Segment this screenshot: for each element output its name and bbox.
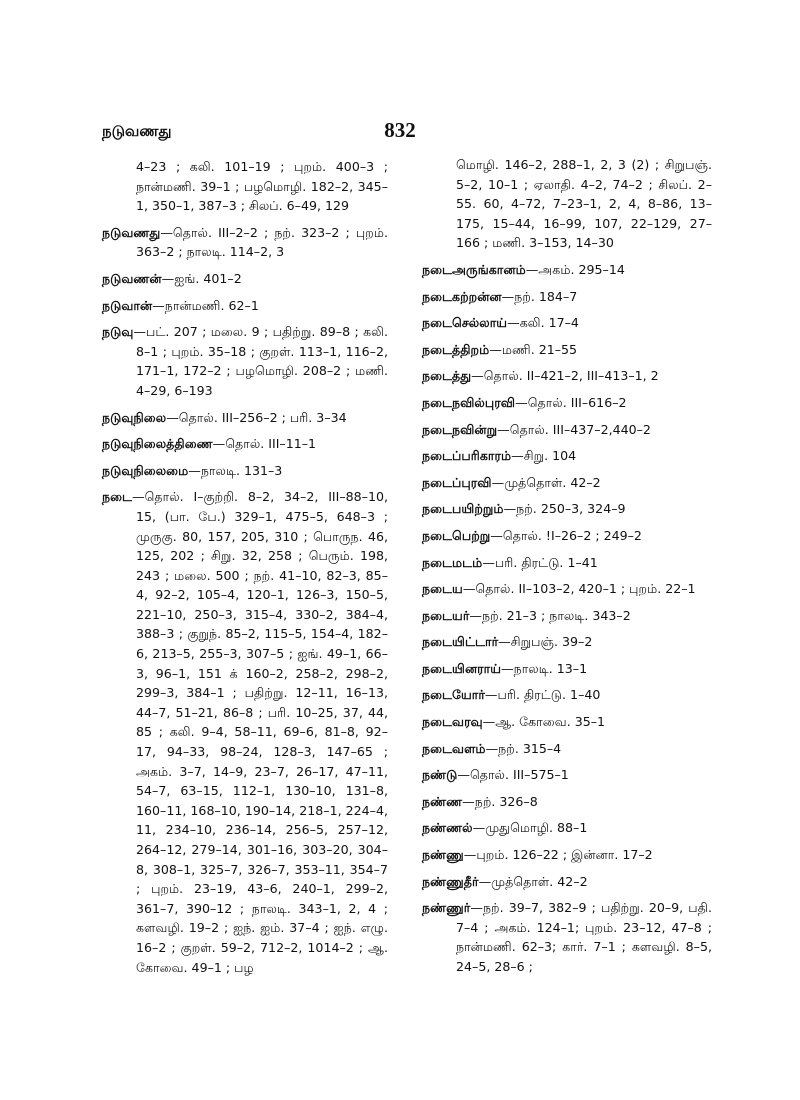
headword: நண்ணு xyxy=(422,847,464,863)
references: —சிறு. 104 xyxy=(511,448,577,464)
references: —முத்தொள். 42–2 xyxy=(478,873,588,889)
index-entry xyxy=(422,579,712,599)
index-entry xyxy=(422,446,712,466)
headword: நண்ணுர் xyxy=(422,900,471,916)
headword: நண்ணல் xyxy=(422,820,473,836)
references: —புறம். 126–22 ; இன்னா. 17–2 xyxy=(463,847,653,863)
headword: நண்டு xyxy=(422,767,458,783)
index-entry xyxy=(102,461,388,481)
references: —நற். 39–7, 382–9 ; பதிற்று. 20–9, பதி. 7–4 ; அகம். 124–1; புறம். 23–12, 47–8 ; நான்மணி. 62–3; கார். 7–1 ; களவழி. 8–5, 24–5, 28–6 ; xyxy=(456,900,712,974)
index-entry xyxy=(102,223,388,262)
headword: நடைகற்றன்ன xyxy=(422,288,502,304)
references: —முத்தொள். 42–2 xyxy=(491,474,601,490)
references: —அகம். 295–14 xyxy=(525,261,625,277)
index-entry xyxy=(422,287,712,307)
index-entry xyxy=(422,393,712,413)
headword: நடுவுநிலைத்திணை xyxy=(102,436,213,452)
headword: நடையோர் xyxy=(422,687,485,703)
index-entry xyxy=(102,322,388,400)
index-entry xyxy=(422,366,712,386)
references: —பரி. திரட்டு. 1–41 xyxy=(482,554,598,570)
references: மொழி. 146–2, 288–1, 2, 3 (2) ; சிறுபஞ். 5–2, 10–1 ; ஏலாதி. 4–2, 74–2 ; சிலப். 2–55. 60, 4–72, 7–23–1, 2, 4, 8–86, 13–175, 15–44, 16–99, 107, 22–129, 27–166 ; மணி. 3–153, 14–30 xyxy=(456,157,712,251)
headword: நடுவான் xyxy=(102,297,153,313)
references: —தொல். III–575–1 xyxy=(457,767,569,783)
references: —ஆ. கோவை. 35–1 xyxy=(482,714,606,730)
references: —தொல். !I–26–2 ; 249–2 xyxy=(490,527,642,543)
references: —தொல். III–11–1 xyxy=(212,436,317,452)
references: —நான்மணி. 62–1 xyxy=(152,297,259,313)
headword: நடை xyxy=(102,489,133,505)
headword: நடைப்புரவி xyxy=(422,474,492,490)
headword: நண்ணுதீர் xyxy=(422,873,479,889)
headword: நடையிட்டார் xyxy=(422,634,499,650)
index-entry xyxy=(422,659,712,679)
headword: நடைநவில்புரவி xyxy=(422,394,516,410)
index-entry xyxy=(422,872,712,892)
headword: நடுவணன் xyxy=(102,270,162,286)
index-entry xyxy=(422,499,712,519)
references: —தொல். II–421–2, III–413–1, 2 xyxy=(471,368,659,384)
index-entry xyxy=(422,340,712,360)
references: —தொல். III–256–2 ; பரி. 3–34 xyxy=(166,409,347,425)
index-entry xyxy=(422,792,712,812)
index-entry xyxy=(422,260,712,280)
index-entry xyxy=(422,553,712,573)
running-head: நடுவணது xyxy=(102,122,172,140)
references: —தொல். I–குற்றி. 8–2, 34–2, III–88–10, 15, (பா. பே.) 329–1, 475–5, 648–3 ; முருகு. 80, 157, 205, 310 ; பொருந. 46, 125, 202 ; சிறு. 32, 258 ; பெரும். 198, 243 ; மலை. 500 ; நற். 41–10, 82–3, 85–4, 92–2, 105–4, 120–1, 126–3, 150–5, 221–10, 250–3, 315–4, 330–2, 384–4, 388–3 ; குறுந். 85–2, 115–5, 154–4, 182–6, 213–5, 255–3, 307–5 ; ஐங். 49–1, 66–3, 96–1, 151 க் 160–2, 258–2, 298–2, 299–3, 384–1 ; பதிற்று. 12–11, 16–13, 44–7, 51–21, 86–8 ; பரி. 10–25, 37, 44, 85 ; கலி. 9–4, 58–11, 69–6, 81–8, 92–17, 94–33, 98–24, 128–3, 147–65 ; அகம். 3–7, 14–9, 23–7, 26–17, 47–11, 54–7, 63–15, 112–1, 130–10, 131–8, 160–11, 168–10, 190–14, 218–1, 224–4, 11, 234–10, 236–14, 256–5, 257–12, 264–12, 279–14, 301–16, 303–20, 304–8, 308–1, 325–7, 326–7, 353–11, 354–7 ; புறம். 23–19, 43–6, 240–1, 299–2, 361–7, 390–12 ; நாலடி. 343–1, 2, 4 ; களவழி. 19–2 ; ஐந். ஐம். 37–4 ; ஐந். எழு. 16–2 ; குறள். 59–2, 712–2, 1014–2 ; ஆ. கோவை. 49–1 ; பழ xyxy=(132,489,388,975)
index-entry xyxy=(422,845,712,865)
index-entry xyxy=(422,606,712,626)
index-entry xyxy=(422,420,712,440)
references: —தொல். III–616–2 xyxy=(515,394,627,410)
index-entry xyxy=(102,434,388,454)
headword: நடைமடம் xyxy=(422,554,483,570)
headword: நடைசெல்லாய் xyxy=(422,315,508,331)
index-entry xyxy=(422,313,712,333)
index-entry xyxy=(422,473,712,493)
page-number: 832 xyxy=(384,118,416,142)
headword: நடையினராய் xyxy=(422,660,502,676)
headword: நடையர் xyxy=(422,607,470,623)
references: —தொல். III–2–2 ; நற். 323–2 ; புறம். 363–2 ; நாலடி. 114–2, 3 xyxy=(136,224,388,260)
headword: நடுவு xyxy=(102,324,134,340)
continued-entry xyxy=(422,155,712,253)
headword: நடைத்து xyxy=(422,368,472,384)
index-entry xyxy=(422,765,712,785)
headword: நடைவளம் xyxy=(422,740,486,756)
headword: நடைவரவு xyxy=(422,714,483,730)
headword: நடைய xyxy=(422,581,463,597)
references: —நற். 184–7 xyxy=(501,288,578,304)
index-entry xyxy=(102,269,388,289)
index-entry xyxy=(102,487,388,977)
references: —தொல். II–103–2, 420–1 ; புறம். 22–1 xyxy=(462,581,696,597)
references: —சிறுபஞ். 39–2 xyxy=(498,634,593,650)
headword: நடைஅருங்கானம் xyxy=(422,261,526,277)
left-column xyxy=(102,157,388,984)
references: —நாலடி. 131–3 xyxy=(188,462,283,478)
headword: நடுவுநிலை xyxy=(102,409,167,425)
headword: நடைபெற்று xyxy=(422,527,491,543)
index-entry xyxy=(422,632,712,652)
index-entry xyxy=(102,408,388,428)
references: —நற். 21–3 ; நாலடி. 343–2 xyxy=(469,607,631,623)
references: —நாலடி. 13–1 xyxy=(501,660,588,676)
references: —நற். 326–8 xyxy=(462,793,538,809)
references: —பரி. திரட்டு. 1–40 xyxy=(484,687,601,703)
headword: நடைநவின்று xyxy=(422,421,498,437)
headword: நடைபயிற்றும் xyxy=(422,501,504,517)
references: —மணி. 21–55 xyxy=(489,341,578,357)
references: —முதுமொழி. 88–1 xyxy=(472,820,588,836)
continued-entry xyxy=(102,157,388,216)
headword: நண்ண xyxy=(422,793,463,809)
headword: நடைத்திறம் xyxy=(422,341,490,357)
right-column xyxy=(422,155,712,984)
index-entry xyxy=(422,526,712,546)
index-entry xyxy=(422,685,712,705)
headword: நடுவுநிலைமை xyxy=(102,462,189,478)
references: 4–23 ; கலி. 101–19 ; புறம். 400–3 ; நான்மணி. 39–1 ; பழமொழி. 182–2, 345–1, 350–1, 387–3 ; சிலப். 6–49, 129 xyxy=(136,159,388,214)
index-entry xyxy=(422,818,712,838)
references: —நற். 315–4 xyxy=(485,740,562,756)
index-entry xyxy=(422,898,712,976)
references: —ஐங். 401–2 xyxy=(161,270,242,286)
references: —நற். 250–3, 324–9 xyxy=(503,501,626,517)
references: —தொல். III–437–2,440–2 xyxy=(497,421,651,437)
headword: நடுவணது xyxy=(102,224,161,240)
headword: நடைப்பரிகாரம் xyxy=(422,448,512,464)
index-entry xyxy=(102,296,388,316)
index-entry xyxy=(422,712,712,732)
index-entry xyxy=(422,739,712,759)
references: —கலி. 17–4 xyxy=(507,315,579,331)
references: —பட். 207 ; மலை. 9 ; பதிற்று. 89–8 ; கலி. 8–1 ; புறம். 35–18 ; குறள். 113–1, 116–2, 171–1, 172–2 ; பழமொழி. 208–2 ; மணி. 4–29, 6–193 xyxy=(133,324,388,398)
